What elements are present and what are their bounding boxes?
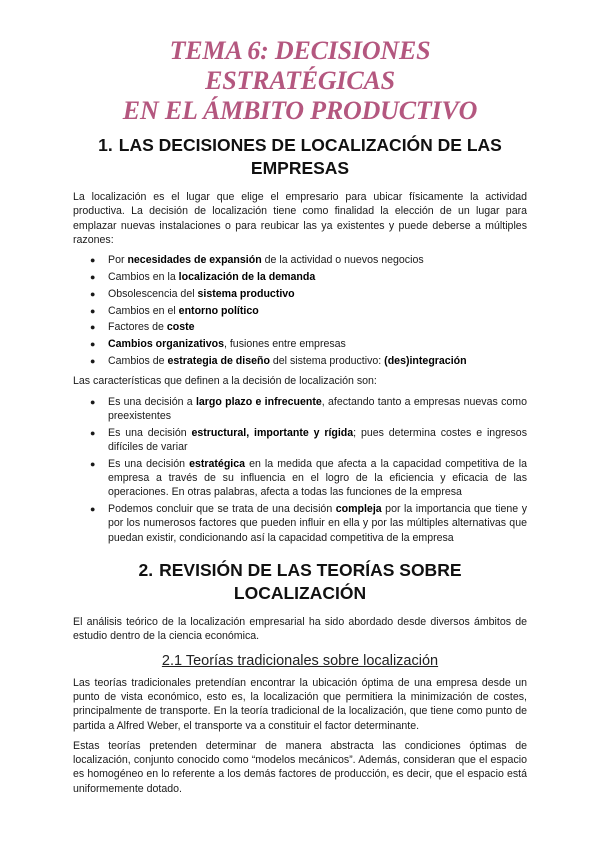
section1-heading [73, 134, 527, 180]
section2-number: 2. [138, 560, 154, 581]
bullet-icon: ● [90, 396, 96, 407]
characteristics-intro: Las características que definen a la decisión de localización son: [73, 375, 377, 388]
bullet-icon: ● [90, 504, 96, 515]
subsection-title: 2.1 Teorías tradicionales sobre localización [161, 652, 439, 669]
list-item: ● Es una decisión estructural, importante y rígida; pues determina costes e ingresos difíciles de variar [90, 426, 527, 453]
section2-intro: El análisis teórico de la localización empresarial ha sido abordado desde diversos ámbitos de estudio dentro de la ciencia económica. [73, 616, 527, 643]
section2-heading [73, 559, 527, 605]
section2-paragraph-2: Estas teorías pretenden determinar de manera abstracta las condiciones óptimas de localización, conjunto conocido como “modelos mecánicos”. Además, consideran que el espacio es homogéneo en lo referente a los demás factores de producción, es decir, que el espacio está uniformemente dotado. [73, 739, 527, 795]
bullet-icon: ● [90, 427, 96, 438]
bullet-icon: ● [90, 271, 96, 282]
section2-paragraph-1: Las teorías tradicionales pretendían encontrar la ubicación óptima de una empresa desde un punto de vista económico, esto es, la localización que permitiera la minimización de costes, principalmente de transporte. En la teoría tradicional de la localización, que tiene como punto de partida a Alfred Weber, el transporte va a constituir el factor determinante. [73, 676, 527, 732]
bullet-icon: ● [90, 339, 96, 350]
document-title [73, 36, 527, 126]
list-item: ● Por necesidades de expansión de la actividad o nuevos negocios [90, 254, 424, 267]
section1-title-line1: LAS DECISIONES DE LOCALIZACIÓN DE LAS [118, 135, 502, 155]
list-item: ● Podemos concluir que se trata de una decisión compleja por la importancia que tiene y por los numerosos factores que pueden influir en ella y por las múltiples alternativas que puedan existir, condicionando así la capacidad competitiva de la empresa [90, 503, 527, 544]
document-title-line1: TEMA 6: DECISIONES ESTRATÉGICAS [169, 36, 431, 95]
bullet-icon: ● [90, 355, 96, 366]
list-item: ● Es una decisión estratégica en la medida que afecta a la capacidad competitiva de la empresa a través de su influencia en el logro de la eficiencia y eficacia de las operaciones. En otras palabras, afecta a todas las funciones de la empresa [90, 457, 527, 499]
reasons-list [73, 253, 527, 368]
bullet-icon: ● [90, 255, 96, 266]
list-item: ● Cambios de estrategia de diseño del sistema productivo: (des)integración [90, 354, 467, 367]
list-item: ● Cambios en la localización de la demanda [90, 270, 316, 283]
section1-number: 1. [98, 135, 113, 155]
list-item: ● Es una decisión a largo plazo e infrecuente, afectando tanto a empresas nuevas como preexistentes [90, 395, 527, 422]
section1-intro: La localización es el lugar que elige el empresario para ubicar físicamente la actividad productiva. La decisión de localización tiene como finalidad la elección de un lugar para emplazar nuevas instalaciones o para reubicar las ya existentes y puede deberse a múltiples razones: [73, 191, 527, 246]
characteristics-list [73, 395, 527, 545]
section1-title-line2: EMPRESAS [250, 158, 350, 178]
list-item: ● Cambios organizativos, fusiones entre empresas [90, 338, 346, 351]
section2-title-line2: LOCALIZACIÓN [233, 583, 367, 604]
bullet-icon: ● [90, 458, 96, 469]
section2-title-line1: REVISIÓN DE LAS TEORÍAS SOBRE [159, 560, 462, 581]
list-item: ● Factores de coste [90, 321, 195, 334]
bullet-icon: ● [90, 288, 96, 299]
bullet-icon: ● [90, 305, 96, 316]
list-item: ● Cambios en el entorno político [90, 304, 259, 317]
list-item: ● Obsolescencia del sistema productivo [90, 287, 295, 300]
bullet-icon: ● [90, 322, 96, 333]
document-title-line2: EN EL ÁMBITO PRODUCTIVO [122, 96, 478, 125]
